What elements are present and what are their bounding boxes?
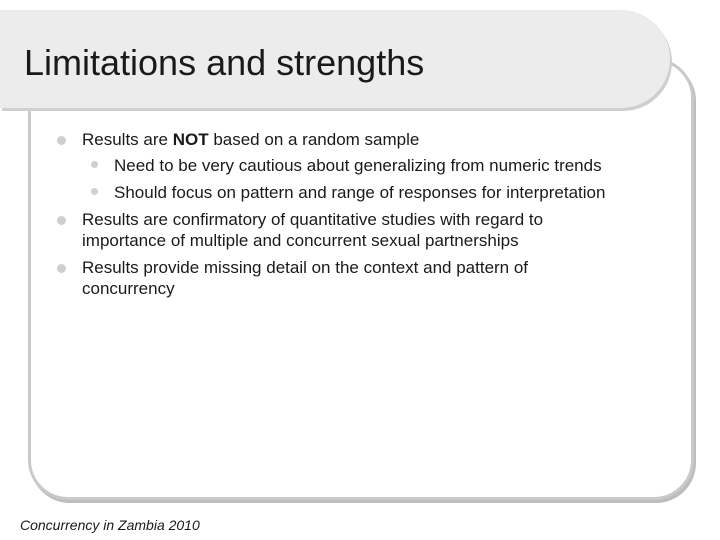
slide-title: Limitations and strengths — [24, 42, 425, 83]
footer-text: Concurrency in Zambia 2010 — [20, 517, 200, 533]
sub-list-item: Need to be very cautious about generalizing from numeric trends — [114, 156, 602, 175]
bullet-2-line-1: Results are confirmatory of quantitative studies with regard to — [82, 210, 544, 229]
sub-list-item: Should focus on pattern and range of responses for interpretation — [114, 183, 606, 202]
bullet-icon — [57, 216, 66, 225]
list-item — [82, 209, 543, 251]
list-item — [82, 257, 528, 299]
bullet-icon — [57, 136, 66, 145]
sub-bullet-icon — [91, 161, 98, 168]
bullet-3-line-1: Results provide missing detail on the context and pattern of — [82, 258, 529, 277]
sub-bullet-icon — [91, 188, 98, 195]
bullet-1-text-before: Results are — [82, 130, 173, 149]
bullet-1-emphasis: NOT — [172, 130, 209, 149]
list-item — [82, 129, 419, 150]
bullet-2-line-2: importance of multiple and concurrent sexual partnerships — [82, 231, 519, 250]
bullet-1-text-after: based on a random sample — [208, 130, 420, 149]
bullet-3-line-2: concurrency — [82, 279, 175, 298]
bullet-icon — [57, 264, 66, 273]
